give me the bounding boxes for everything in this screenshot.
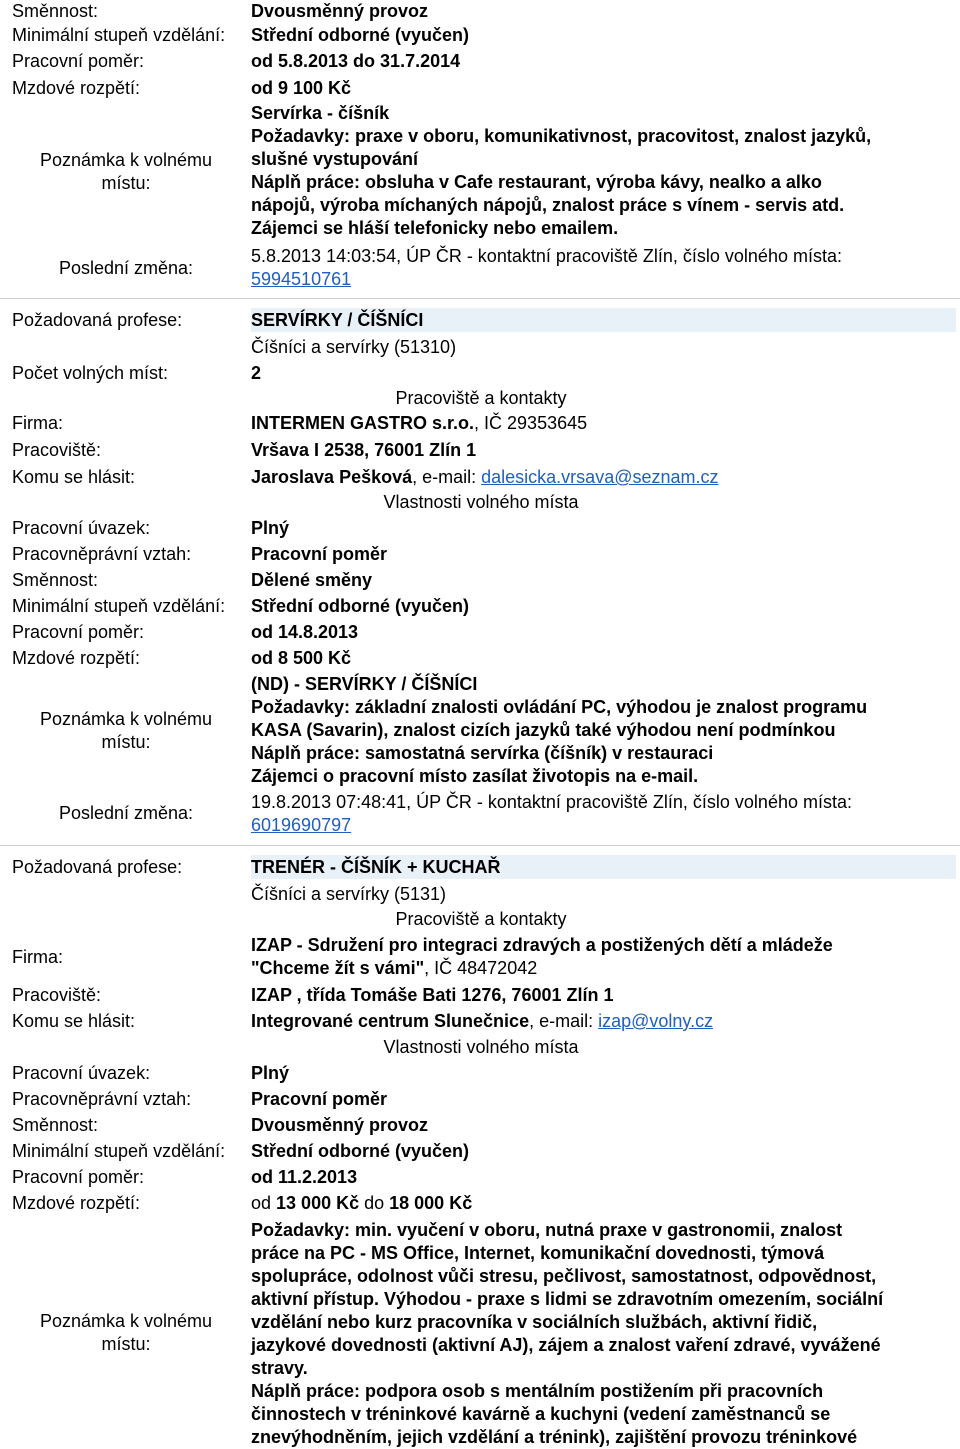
value: Pracovní poměr: [251, 1089, 388, 1109]
label: Mzdové rozpětí:: [12, 648, 141, 668]
value: Dělené směny: [251, 570, 373, 590]
note-line: Zájemci o pracovní místo zasílat životopis na e-mail.: [251, 766, 699, 786]
section-heading: Pracoviště a kontakty: [395, 909, 567, 929]
section-heading: Vlastnosti volného místa: [383, 492, 579, 512]
label: Mzdové rozpětí:: [12, 78, 141, 98]
salary-from: 13 000 Kč: [276, 1193, 360, 1213]
firm-name-line: IZAP - Sdružení pro integraci zdravých a postižených dětí a mládeže: [251, 935, 833, 955]
firm-ic: , IČ 29353645: [474, 413, 588, 433]
label: Minimální stupeň vzdělání:: [12, 25, 226, 45]
email-link[interactable]: dalesicka.vrsava@seznam.cz: [481, 467, 719, 487]
note-line: nápojů, výroba míchaných nápojů, znalost práce s vínem - servis atd.: [251, 195, 845, 215]
label: Minimální stupeň vzdělání:: [12, 1141, 226, 1161]
label: Pracovněprávní vztah:: [12, 544, 192, 564]
label: Pracoviště:: [12, 440, 102, 460]
label: Komu se hlásit:: [12, 467, 136, 487]
value: od 8 500 Kč: [251, 648, 352, 668]
label: Firma:: [12, 413, 63, 433]
note-label-line: Poznámka k volnému: [39, 1311, 213, 1331]
label: Pracovní úvazek:: [12, 518, 151, 538]
firm-ic: , IČ 48472042: [424, 958, 538, 978]
salary-to-word: do: [359, 1193, 390, 1213]
note-line: činnostech v tréninkové kavárně a kuchyni (vedení zaměstnanců se: [251, 1404, 831, 1424]
contact-name: Jaroslava Pešková: [251, 467, 413, 487]
profession-code: Číšníci a servírky (5131): [251, 884, 447, 904]
label: Pracovní poměr:: [12, 51, 145, 71]
note-line: Náplň práce: podpora osob s mentálním postižením při pracovních: [251, 1381, 824, 1401]
value: Střední odborné (vyučen): [251, 1141, 470, 1161]
note-line: Požadavky: min. vyučení v oboru, nutná praxe v gastronomii, znalost: [251, 1220, 843, 1240]
last-change-text: 5.8.2013 14:03:54, ÚP ČR - kontaktní pracoviště Zlín, číslo volného místa:: [251, 246, 842, 266]
note-label-line: Poznámka k volnému: [39, 150, 213, 170]
note-text: [251, 673, 948, 788]
value: od 5.8.2013 do 31.7.2014: [251, 51, 461, 71]
note-line: spolupráce, odolnost vůči stresu, pečlivost, samostatnost, odpovědnost,: [251, 1266, 877, 1286]
label: Komu se hlásit:: [12, 1011, 136, 1031]
last-change-text: 19.8.2013 07:48:41, ÚP ČR - kontaktní pracoviště Zlín, číslo volného místa:: [251, 792, 852, 812]
value: IZAP , třída Tomáše Bati 1276, 76001 Zlín 1: [251, 985, 614, 1005]
note-label-line: Poznámka k volnému: [39, 709, 213, 729]
label: Minimální stupeň vzdělání:: [12, 596, 226, 616]
value: Pracovní poměr: [251, 544, 388, 564]
note-text: [251, 1219, 954, 1449]
label: Směnnost:: [12, 1115, 99, 1135]
salary-to: 18 000 Kč: [389, 1193, 473, 1213]
profession-title: SERVÍRKY / ČÍŠNÍCI: [251, 310, 424, 330]
note-line: práce na PC - MS Office, Internet, komunikační dovednosti, týmová: [251, 1243, 825, 1263]
note-line: Zájemci se hláší telefonicky nebo emailem.: [251, 218, 619, 238]
note-label-line: místu:: [101, 173, 151, 193]
note-line: slušné vystupování: [251, 149, 419, 169]
last-change: [251, 791, 948, 837]
note-label: [12, 1310, 240, 1356]
email-prefix: , e-mail:: [529, 1011, 599, 1031]
last-change-label: Poslední změna:: [58, 803, 194, 823]
label: Pracoviště:: [12, 985, 102, 1005]
label: Počet volných míst:: [12, 363, 169, 383]
section-heading: Pracoviště a kontakty: [395, 388, 567, 408]
value: Plný: [251, 1063, 290, 1083]
note-label: [12, 149, 240, 195]
profession-title: TRENÉR - ČÍŠNÍK + KUCHAŘ: [251, 857, 501, 877]
note-line: Servírka - číšník: [251, 103, 390, 123]
label: Požadovaná profese:: [12, 857, 183, 877]
value: od 11.2.2013: [251, 1167, 358, 1187]
note-line: (ND) - SERVÍRKY / ČÍŠNÍCI: [251, 674, 478, 694]
salary-from-word: od: [251, 1193, 277, 1213]
value: od 14.8.2013: [251, 622, 359, 642]
note-line: aktivní přístup. Výhodou - praxe s lidmi se zdravotním omezením, sociální: [251, 1289, 884, 1309]
email-link[interactable]: izap@volny.cz: [598, 1011, 714, 1031]
note-line: KASA (Savarin), znalost cizích jazyků také výhodou není podmínkou: [251, 720, 836, 740]
label: Mzdové rozpětí:: [12, 1193, 141, 1213]
value: od 9 100 Kč: [251, 78, 352, 98]
email-prefix: , e-mail:: [412, 467, 482, 487]
note-line: znevýhodněním, jejich vzdělání a trénink), zajištění provozu tréninkové: [251, 1427, 858, 1447]
firm-name-line: "Chceme žít s vámi": [251, 958, 425, 978]
vacancy-number-link[interactable]: 5994510761: [251, 269, 352, 289]
note-line: vzdělání nebo kurz pracovníka v sociálních službách, aktivní řidič,: [251, 1312, 818, 1332]
last-change-label: Poslední změna:: [58, 258, 194, 278]
value: Střední odborné (vyučen): [251, 596, 470, 616]
note-line: Náplň práce: samostatná servírka (číšník) v restauraci: [251, 743, 714, 763]
vacancy-number-link[interactable]: 6019690797: [251, 815, 352, 835]
note-label: [12, 708, 240, 754]
label: Směnnost:: [12, 1, 99, 21]
value: Dvousměnný provoz: [251, 1115, 429, 1135]
note-line: Požadavky: praxe v oboru, komunikativnost, pracovitost, znalost jazyků,: [251, 126, 872, 146]
value: Dvousměnný provoz: [251, 1, 429, 21]
note-label-line: místu:: [101, 1334, 151, 1354]
section-heading: Vlastnosti volného místa: [383, 1037, 579, 1057]
label: Firma:: [12, 947, 63, 967]
divider: [0, 298, 960, 299]
label: Pracovní úvazek:: [12, 1063, 151, 1083]
profession-code: Číšníci a servírky (51310): [251, 337, 457, 357]
value: Plný: [251, 518, 290, 538]
note-label-line: místu:: [101, 732, 151, 752]
label: Pracovněprávní vztah:: [12, 1089, 192, 1109]
divider: [0, 845, 960, 846]
firm-name: INTERMEN GASTRO s.r.o.: [251, 413, 475, 433]
label: Pracovní poměr:: [12, 1167, 145, 1187]
label: Požadovaná profese:: [12, 310, 183, 330]
note-text: [251, 102, 948, 240]
label: Pracovní poměr:: [12, 622, 145, 642]
firm-value: [251, 934, 948, 980]
value: 2: [251, 363, 262, 383]
note-line: stravy.: [251, 1358, 308, 1378]
contact-name: Integrované centrum Slunečnice: [251, 1011, 530, 1031]
note-line: Náplň práce: obsluha v Cafe restaurant, výroba kávy, nealko a alko: [251, 172, 822, 192]
label: Směnnost:: [12, 570, 99, 590]
note-line: jazykové dovednosti (aktivní AJ), zájem a znalost vaření zdravé, vyvážené: [251, 1335, 881, 1355]
value: Vršava I 2538, 76001 Zlín 1: [251, 440, 477, 460]
value: Střední odborné (vyučen): [251, 25, 470, 45]
note-line: Požadavky: základní znalosti ovládání PC, výhodou je znalost programu: [251, 697, 868, 717]
last-change: [251, 245, 948, 291]
